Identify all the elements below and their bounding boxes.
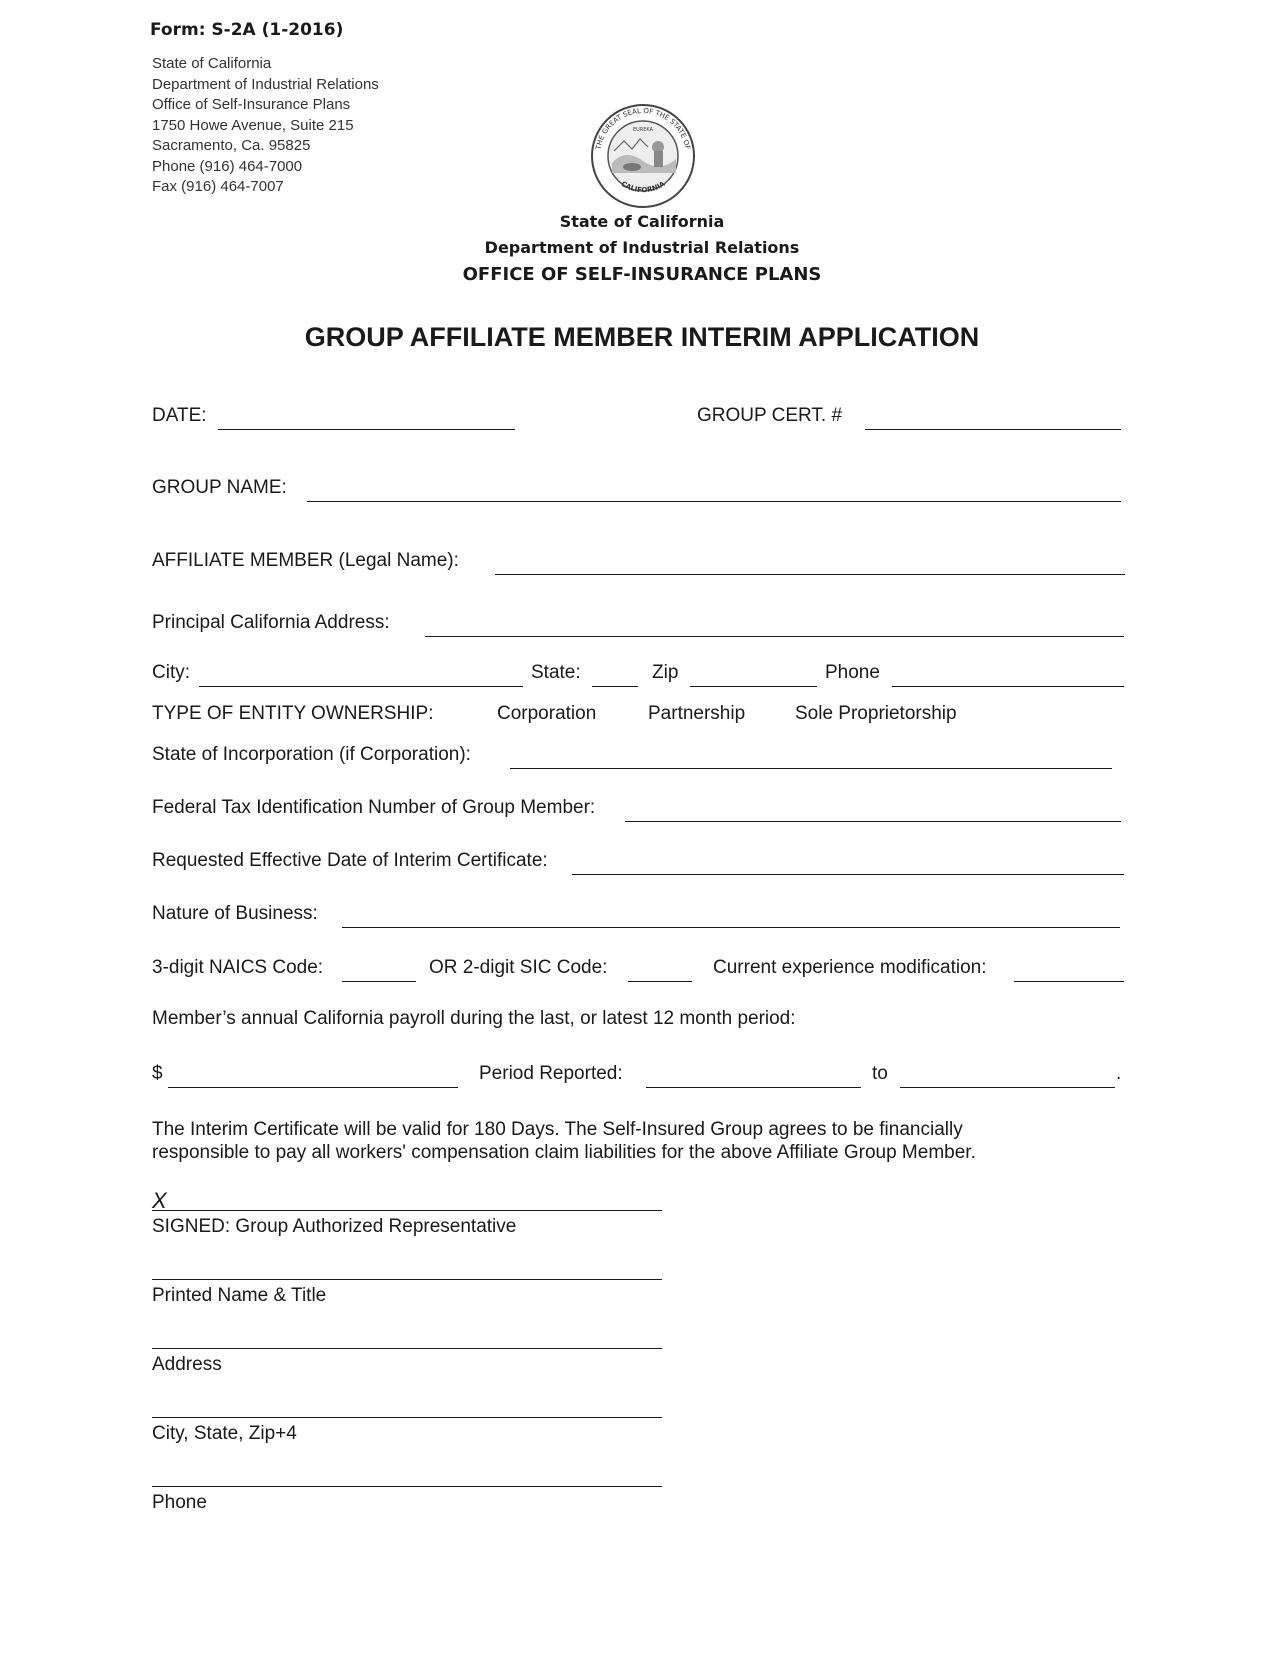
- effective-date-field[interactable]: [572, 874, 1124, 875]
- date-field[interactable]: [218, 429, 515, 430]
- page-title: GROUP AFFILIATE MEMBER INTERIM APPLICATION: [304, 322, 980, 352]
- affiliate-member-label: AFFILIATE MEMBER (Legal Name):: [152, 550, 459, 571]
- principal-address-field[interactable]: [425, 636, 1124, 637]
- address-line: State of California: [152, 55, 272, 72]
- payroll-intro-row: [152, 1008, 1132, 1038]
- phone-field[interactable]: [892, 686, 1124, 687]
- entity-option-partnership[interactable]: Partnership: [648, 703, 746, 724]
- group-name-field[interactable]: [307, 501, 1121, 502]
- signature-field[interactable]: [152, 1210, 662, 1211]
- naics-field[interactable]: [342, 981, 416, 982]
- affiliate-member-field[interactable]: [495, 574, 1125, 575]
- header-department: Department of Industrial Relations: [484, 238, 800, 257]
- entity-type-label: TYPE OF ENTITY OWNERSHIP:: [152, 703, 434, 724]
- address-block: [152, 54, 379, 198]
- state-label: State:: [531, 662, 581, 683]
- header-state: State of California: [559, 212, 725, 231]
- nature-business-label: Nature of Business:: [152, 903, 318, 924]
- group-name-row: [152, 477, 1132, 507]
- rep-phone-caption: Phone: [152, 1492, 207, 1513]
- state-incorporation-label: State of Incorporation (if Corporation):: [152, 744, 471, 765]
- phone-label: Phone: [825, 662, 880, 683]
- state-seal-icon: [590, 103, 696, 209]
- nature-business-field[interactable]: [342, 927, 1120, 928]
- naics-label: 3-digit NAICS Code:: [152, 957, 324, 978]
- federal-tax-id-label: Federal Tax Identification Number of Group Member:: [152, 797, 596, 818]
- form-id: Form: S-2A (1-2016): [150, 20, 344, 40]
- printed-name-field[interactable]: [152, 1279, 662, 1280]
- address-line: Phone (916) 464-7000: [152, 157, 303, 175]
- group-name-label: GROUP NAME:: [152, 477, 287, 498]
- dollar-label: $: [152, 1063, 163, 1084]
- experience-mod-field[interactable]: [1014, 981, 1124, 982]
- group-cert-field[interactable]: [865, 429, 1121, 430]
- entity-option-sole-proprietorship[interactable]: Sole Proprietorship: [795, 703, 957, 724]
- statement-line: The Interim Certificate will be valid for 180 Days. The Self-Insured Group agrees to be financially: [152, 1119, 963, 1140]
- header-office: OFFICE OF SELF-INSURANCE PLANS: [462, 264, 822, 285]
- sic-field[interactable]: [628, 981, 692, 982]
- affiliate-member-row: [152, 550, 1132, 580]
- rep-city-state-zip-field[interactable]: [152, 1417, 662, 1418]
- zip-field[interactable]: [690, 686, 817, 687]
- principal-address-label: Principal California Address:: [152, 612, 390, 633]
- principal-address-row: [152, 612, 1132, 642]
- signature-x-mark: X: [152, 1188, 167, 1213]
- rep-address-caption: Address: [152, 1354, 222, 1375]
- codes-row: [152, 957, 1132, 987]
- period-start-field[interactable]: [646, 1087, 861, 1088]
- address-line: 1750 Howe Avenue, Suite 215: [152, 116, 354, 134]
- federal-tax-id-row: [152, 797, 1132, 827]
- payroll-intro-text: Member’s annual California payroll during the last, or latest 12 month period:: [152, 1008, 796, 1029]
- seal-top-text: THE GREAT SEAL OF THE STATE OF: [594, 106, 692, 151]
- payroll-amount-field[interactable]: [168, 1087, 458, 1088]
- state-incorporation-row: [152, 744, 1132, 774]
- seal-bottom-text: CALIFORNIA: [619, 179, 667, 195]
- effective-date-label: Requested Effective Date of Interim Certificate:: [152, 850, 548, 871]
- city-field[interactable]: [199, 686, 523, 687]
- period-reported-label: Period Reported:: [479, 1063, 623, 1084]
- period-end-dot: .: [1116, 1063, 1122, 1084]
- statement-line: responsible to pay all workers' compensation claim liabilities for the above Affiliate Group Member.: [152, 1142, 976, 1163]
- seal-motto: EUREKA: [632, 127, 654, 133]
- state-incorporation-field[interactable]: [510, 768, 1112, 769]
- rep-address-field[interactable]: [152, 1348, 662, 1349]
- nature-business-row: [152, 903, 1132, 933]
- zip-label: Zip: [652, 662, 679, 683]
- rep-phone-field[interactable]: [152, 1486, 662, 1487]
- federal-tax-id-field[interactable]: [625, 821, 1121, 822]
- address-line: Department of Industrial Relations: [152, 75, 379, 93]
- date-cert-row: [152, 405, 1132, 435]
- entity-type-row: [152, 703, 1132, 733]
- validity-statement: [152, 1118, 976, 1164]
- city-label: City:: [152, 662, 190, 683]
- address-line: Office of Self-Insurance Plans: [152, 96, 351, 113]
- period-to-label: to: [872, 1063, 888, 1084]
- entity-option-corporation[interactable]: Corporation: [497, 703, 597, 724]
- effective-date-row: [152, 850, 1132, 880]
- payroll-row: [152, 1063, 1132, 1093]
- date-label: DATE:: [152, 405, 207, 426]
- period-end-field[interactable]: [900, 1087, 1115, 1088]
- city-row: [152, 662, 1132, 692]
- address-line: Sacramento, Ca. 95825: [152, 137, 311, 154]
- state-field[interactable]: [592, 686, 638, 687]
- sic-label: OR 2-digit SIC Code:: [429, 957, 608, 978]
- signature-caption: SIGNED: Group Authorized Representative: [152, 1216, 517, 1237]
- rep-city-state-zip-caption: City, State, Zip+4: [152, 1423, 297, 1444]
- address-line: Fax (916) 464-7007: [152, 178, 284, 195]
- experience-mod-label: Current experience modification:: [713, 957, 987, 978]
- group-cert-label: GROUP CERT. #: [697, 405, 843, 426]
- printed-name-caption: Printed Name & Title: [152, 1285, 327, 1306]
